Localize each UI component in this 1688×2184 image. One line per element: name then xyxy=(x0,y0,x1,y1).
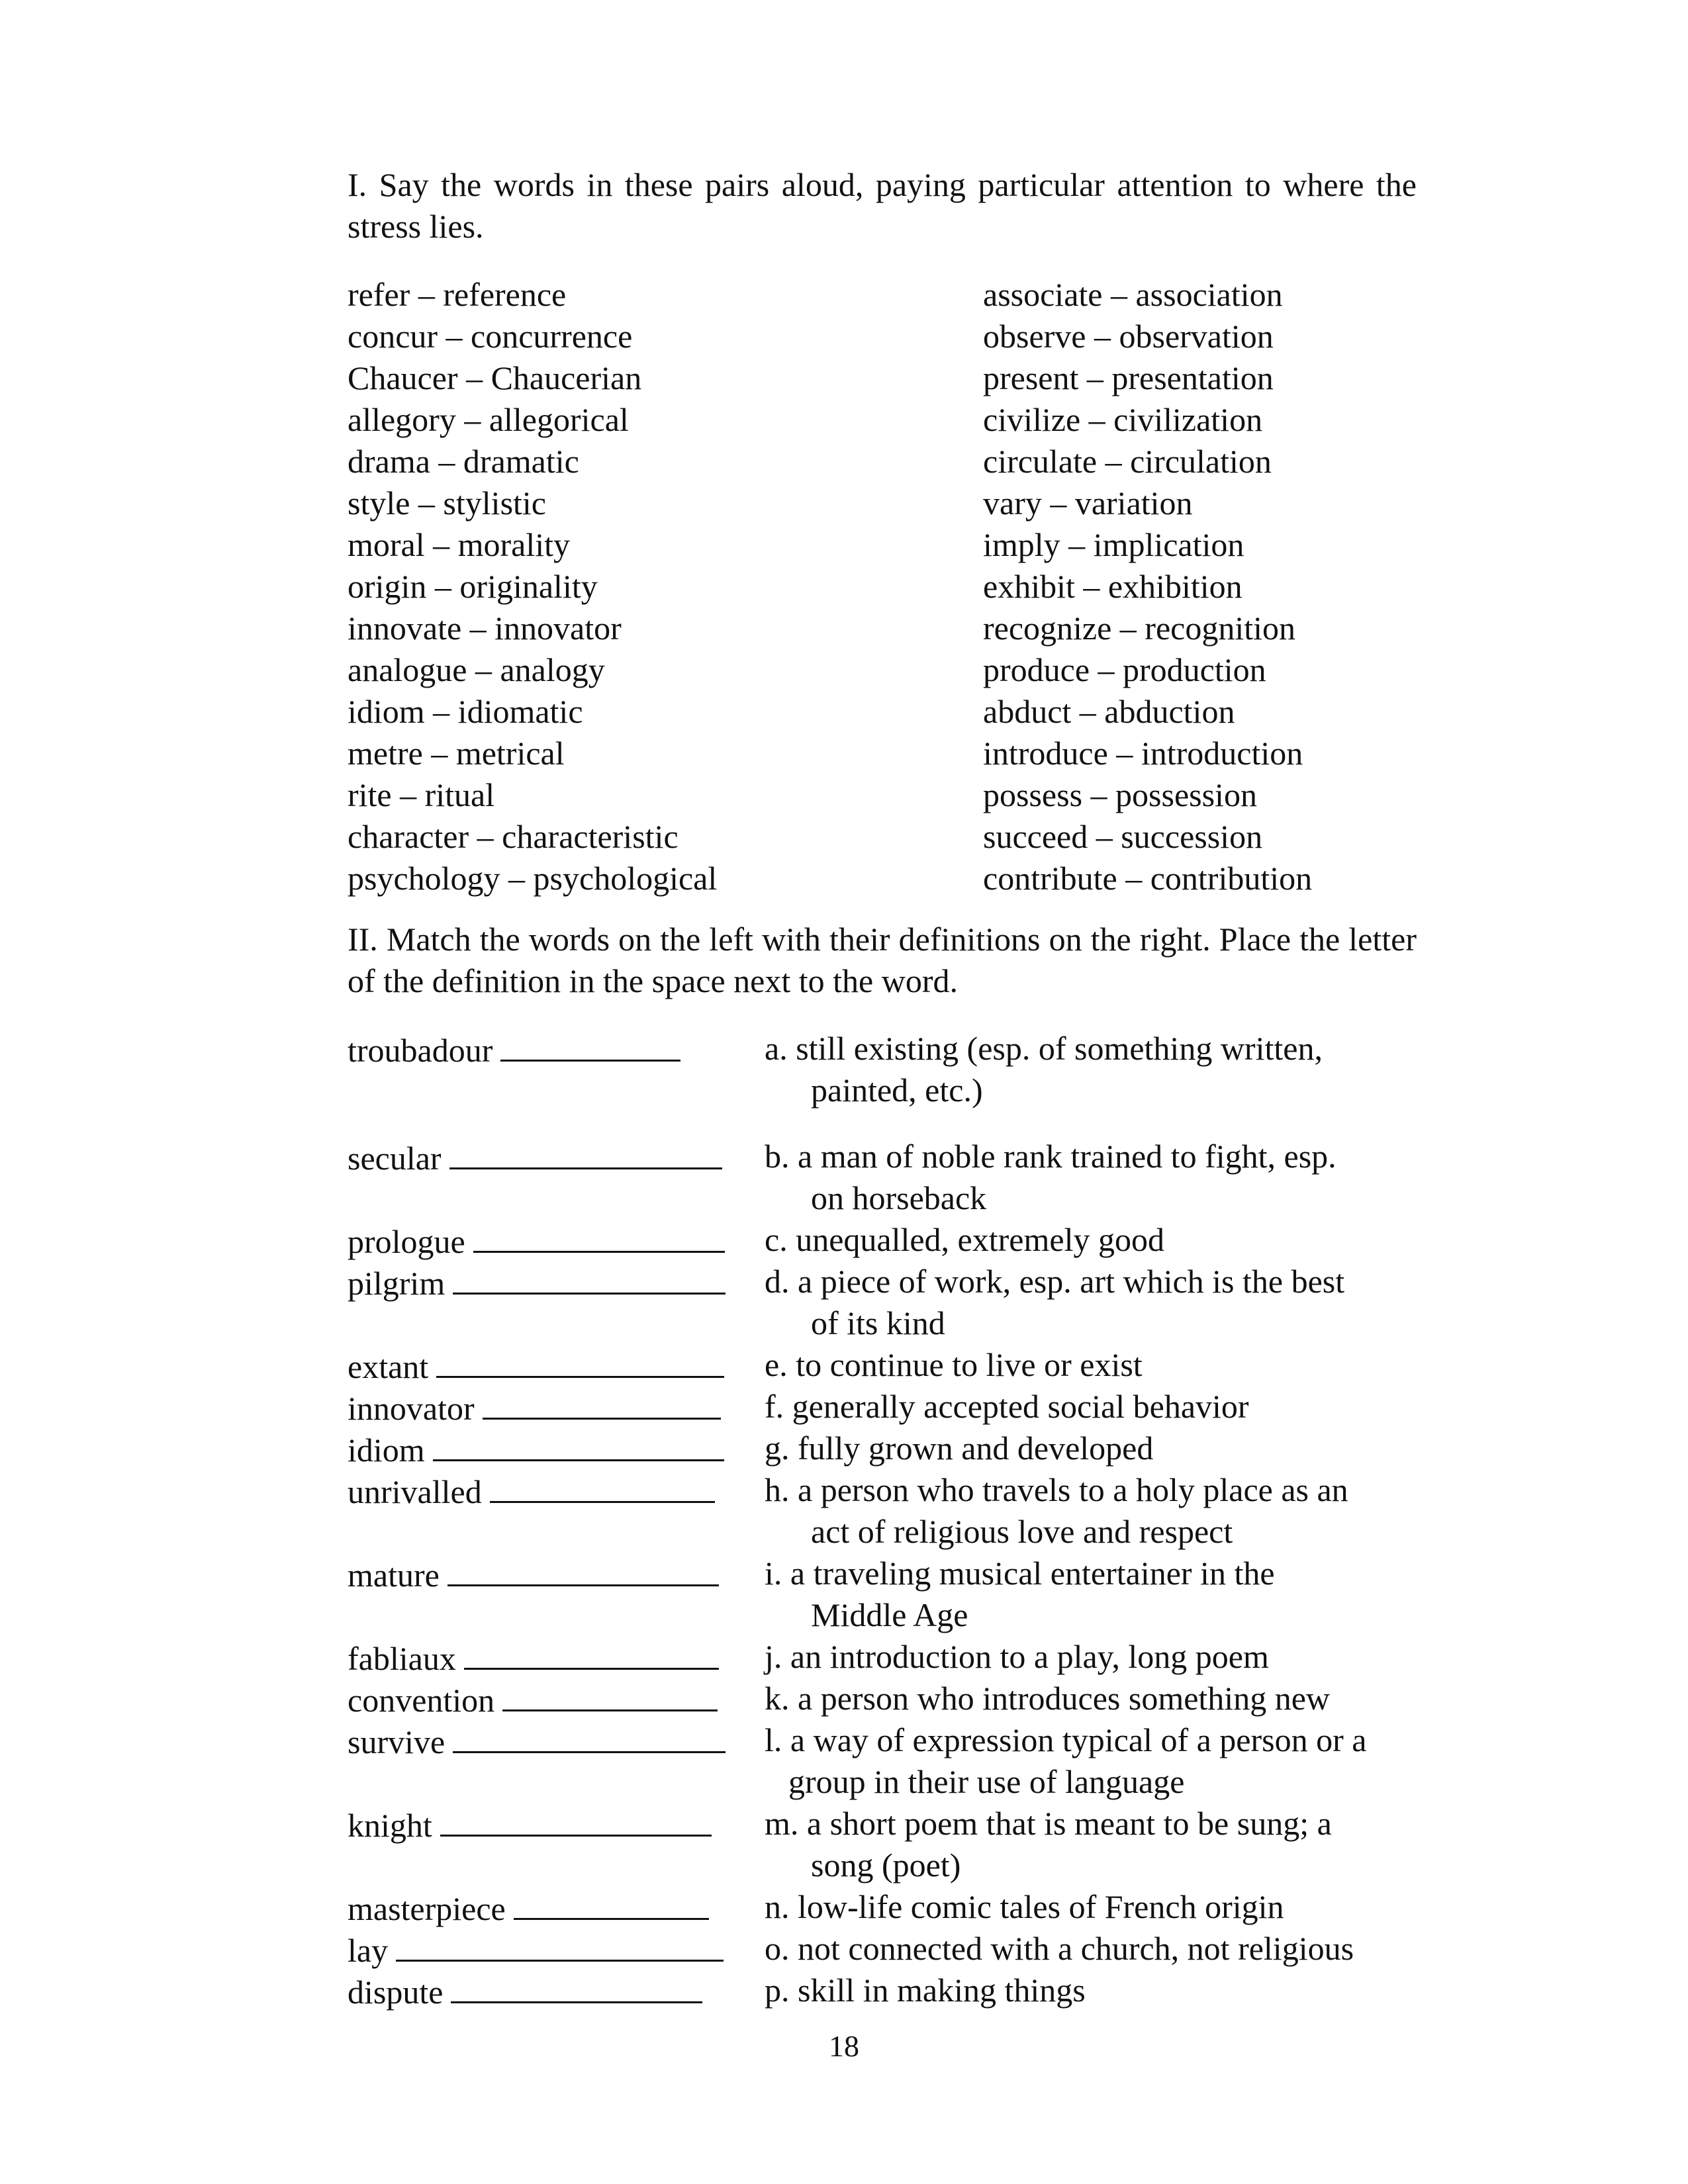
definition: a. still existing (esp. of something written, painted, etc.) xyxy=(765,1030,1323,1109)
word-pair: contribute – contribution xyxy=(983,860,1313,897)
definition: j. an introduction to a play, long poem xyxy=(765,1638,1269,1675)
word-pair: concur – concurrence xyxy=(348,318,633,355)
match-word: extant xyxy=(348,1348,429,1385)
word-pair: introduce – introduction xyxy=(983,735,1303,772)
match-word: fabliaux xyxy=(348,1640,456,1677)
section1-instruction: I. Say the words in these pairs aloud, paying particular attention to where the stress lies. xyxy=(348,166,1417,245)
answer-blank[interactable] xyxy=(433,1428,724,1461)
match-word: troubadour xyxy=(348,1032,493,1069)
definition: o. not connected with a church, not religious xyxy=(765,1930,1354,1967)
word-pair: Chaucer – Chaucerian xyxy=(348,359,642,396)
word-pair: observe – observation xyxy=(983,318,1274,355)
match-word: unrivalled xyxy=(348,1473,482,1510)
definition: n. low-life comic tales of French origin xyxy=(765,1888,1284,1925)
answer-blank[interactable] xyxy=(436,1344,724,1378)
match-word: lay xyxy=(348,1932,389,1969)
match-word: convention xyxy=(348,1682,495,1719)
answer-blank[interactable] xyxy=(490,1469,715,1503)
word-pair: possess – possession xyxy=(983,776,1257,813)
definition: i. a traveling musical entertainer in the Middle Age xyxy=(765,1555,1275,1633)
match-word: pilgrim xyxy=(348,1265,445,1302)
match-word: dispute xyxy=(348,1974,444,2011)
definition: m. a short poem that is meant to be sung; a song (poet) xyxy=(765,1805,1332,1884)
word-pair: succeed – succession xyxy=(983,818,1263,855)
answer-blank[interactable] xyxy=(473,1219,725,1253)
answer-blank[interactable] xyxy=(514,1886,709,1920)
definition: c. unequalled, extremely good xyxy=(765,1221,1164,1258)
answer-blank[interactable] xyxy=(502,1678,718,1711)
word-pair: produce – production xyxy=(983,651,1266,688)
match-word: secular xyxy=(348,1140,442,1177)
definition: h. a person who travels to a holy place as an act of religious love and respect xyxy=(765,1471,1348,1550)
answer-blank[interactable] xyxy=(447,1553,719,1586)
match-word: innovator xyxy=(348,1390,475,1427)
answer-blank[interactable] xyxy=(453,1719,726,1753)
match-word: idiom xyxy=(348,1432,425,1469)
definition: d. a piece of work, esp. art which is the best of its kind xyxy=(765,1263,1345,1342)
word-pair: civilize – civilization xyxy=(983,401,1263,438)
word-pair: allegory – allegorical xyxy=(348,401,629,438)
right-pairs-column xyxy=(983,274,1312,899)
section2-instruction: II. Match the words on the left with their definitions on the right. Place the letter of the definition in the space next to the word. xyxy=(348,921,1417,999)
word-pair: psychology – psychological xyxy=(348,860,718,897)
word-pair: character – characteristic xyxy=(348,818,679,855)
word-pair: analogue – analogy xyxy=(348,651,605,688)
word-pair: vary – variation xyxy=(983,484,1193,522)
word-pairs xyxy=(348,274,1433,899)
word-pair: idiom – idiomatic xyxy=(348,693,583,730)
answer-blank[interactable] xyxy=(464,1636,719,1670)
answer-blank[interactable] xyxy=(483,1386,721,1420)
answer-blank[interactable] xyxy=(396,1928,724,1962)
match-word: survive xyxy=(348,1723,445,1760)
definition: p. skill in making things xyxy=(765,1972,1086,2009)
word-pair: exhibit – exhibition xyxy=(983,568,1243,605)
match-word: prologue xyxy=(348,1223,465,1260)
word-pair: imply – implication xyxy=(983,526,1244,563)
word-pair: rite – ritual xyxy=(348,776,495,813)
answer-blank[interactable] xyxy=(440,1803,712,1837)
match-word: mature xyxy=(348,1557,440,1594)
word-pair: innovate – innovator xyxy=(348,610,622,647)
word-pair: recognize – recognition xyxy=(983,610,1296,647)
answer-blank[interactable] xyxy=(453,1261,726,1295)
word-pair: origin – originality xyxy=(348,568,598,605)
definition: e. to continue to live or exist xyxy=(765,1346,1143,1383)
left-pairs-column xyxy=(348,274,717,899)
answer-blank[interactable] xyxy=(500,1028,680,1062)
word-pair: drama – dramatic xyxy=(348,443,579,480)
word-pair: associate – association xyxy=(983,276,1283,313)
answer-blank[interactable] xyxy=(449,1136,722,1169)
word-pair: circulate – circulation xyxy=(983,443,1272,480)
word-pair: refer – reference xyxy=(348,276,567,313)
definition: f. generally accepted social behavior xyxy=(765,1388,1249,1425)
definition: g. fully grown and developed xyxy=(765,1430,1154,1467)
word-pair: present – presentation xyxy=(983,359,1274,396)
match-word: knight xyxy=(348,1807,432,1844)
definition: b. a man of noble rank trained to fight, esp. on horseback xyxy=(765,1138,1336,1216)
word-pair: metre – metrical xyxy=(348,735,565,772)
definition: k. a person who introduces something new xyxy=(765,1680,1331,1717)
word-pair: style – stylistic xyxy=(348,484,546,522)
page-number: 18 xyxy=(829,2029,859,2063)
definition: l. a way of expression typical of a person or a group in their use of language xyxy=(765,1721,1367,1800)
word-pair: moral – morality xyxy=(348,526,571,563)
word-pair: abduct – abduction xyxy=(983,693,1235,730)
match-word: masterpiece xyxy=(348,1890,506,1927)
answer-blank[interactable] xyxy=(451,1970,702,2003)
